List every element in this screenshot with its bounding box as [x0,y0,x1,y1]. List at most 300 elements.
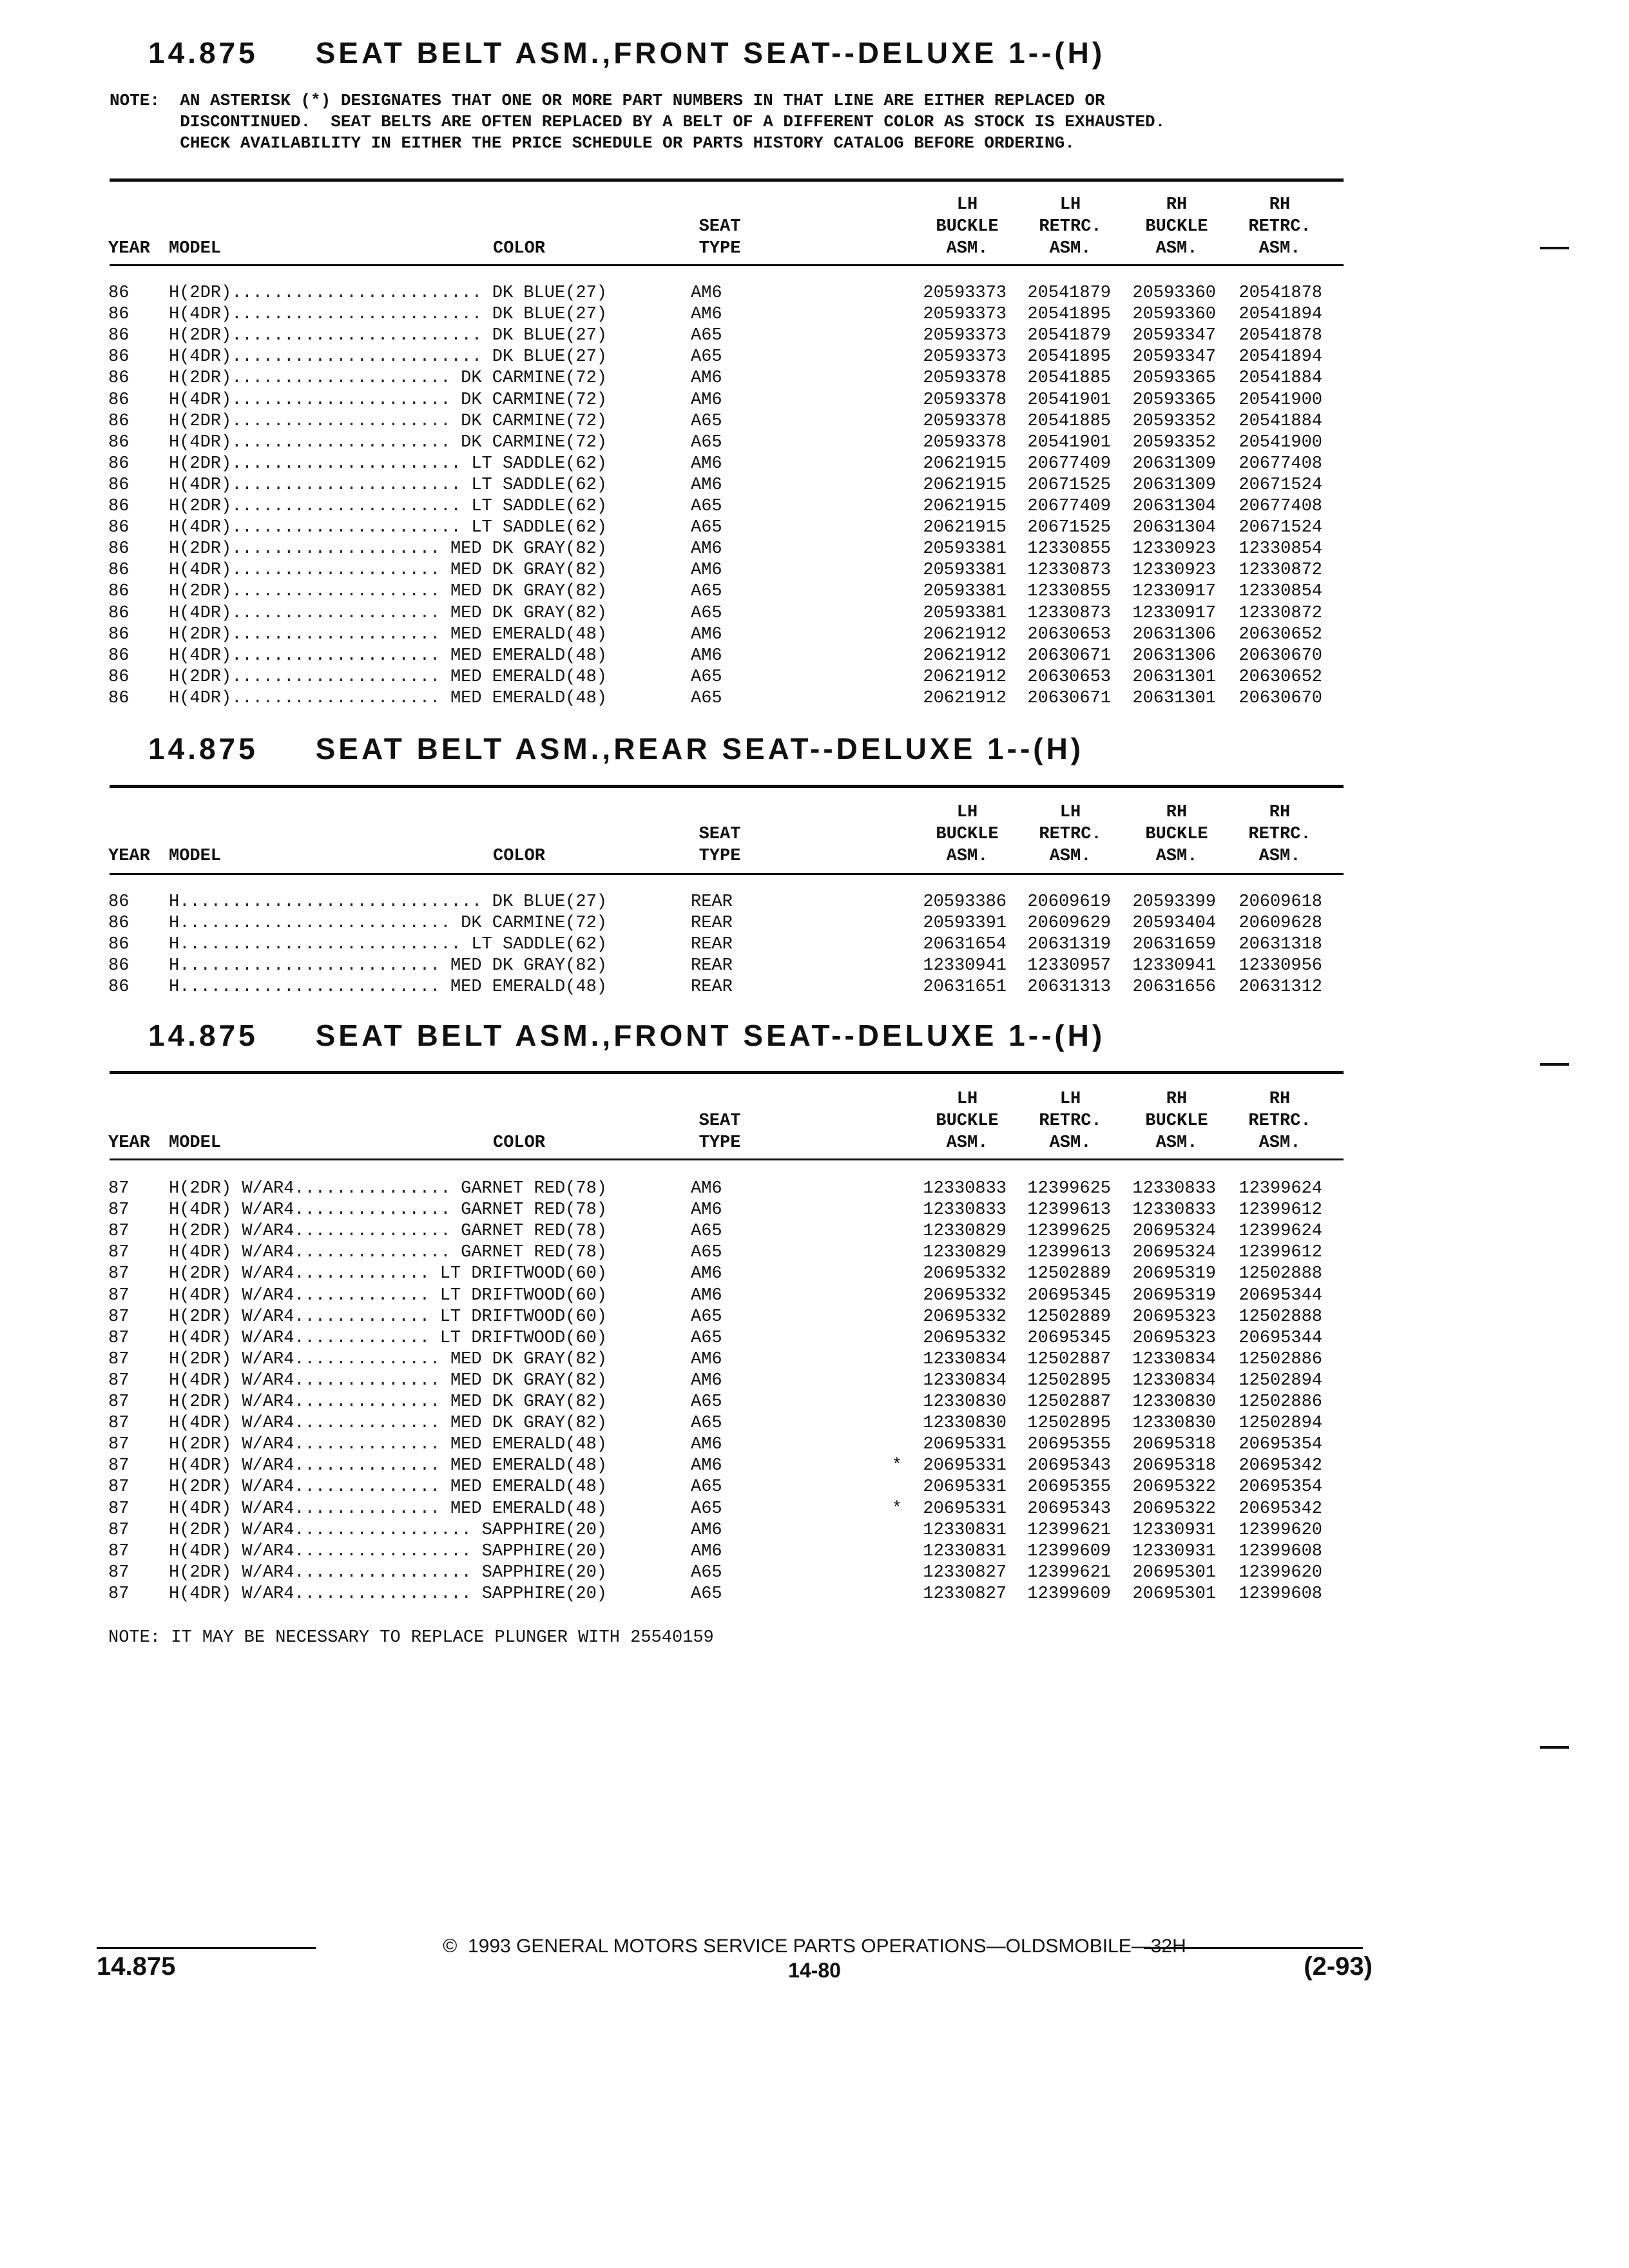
rh-buckle-cell: 20695323 [1132,1307,1216,1327]
lh-buckle-cell: 20695331 [923,1477,1007,1497]
lh-retractor-cell: 20695345 [1027,1328,1111,1348]
model-cell: H(4DR) W/AR4 [169,1414,294,1434]
lh-retractor-cell: 12330855 [1027,539,1111,559]
note-line: CHECK AVAILABILITY IN EITHER THE PRICE SCHEDULE OR PARTS HISTORY CATALOG BEFORE ORDERING. [110,133,1075,153]
seat-type-cell: A65 [691,1307,722,1327]
asterisk-mark: * [891,1499,902,1519]
note-line: NOTE: AN ASTERISK (*) DESIGNATES THAT ONE OR MORE PART NUMBERS IN THAT LINE ARE EITHER REPLACED OR [110,91,1105,110]
lh-retractor-cell: 12330873 [1027,561,1111,581]
lh-buckle-cell: 20593373 [923,284,1007,303]
lh-buckle-cell: 12330834 [923,1370,1007,1390]
color-cell: MED DK GRAY(82) [450,603,607,623]
leader-dots: .................... [231,667,441,687]
leader-dots: ................. [294,1584,472,1604]
column-header-p4: RH [1269,803,1291,822]
rh-buckle-cell: 20695318 [1132,1456,1216,1476]
rh-buckle-cell: 20593360 [1132,305,1216,325]
color-cell: SAPPHIRE(20) [481,1584,607,1604]
year-cell: 87 [108,1562,130,1582]
model-cell: H(2DR) [169,582,232,602]
rh-retractor-cell: 20541894 [1239,347,1322,367]
edge-mark [1540,1063,1569,1066]
seat-type-cell: A65 [691,1243,722,1263]
color-cell: DK BLUE(27) [492,892,607,912]
lh-buckle-cell: 20631651 [923,977,1007,997]
model-cell: H(2DR) W/AR4 [169,1307,294,1327]
rh-retractor-cell: 12399612 [1239,1243,1322,1263]
rh-buckle-cell: 12330830 [1132,1392,1216,1412]
column-header-p2: RETRC. [1039,1111,1102,1131]
rh-buckle-cell: 12330917 [1132,582,1216,602]
rh-retractor-cell: 12502888 [1239,1264,1322,1284]
column-header-p1: ASM. [946,239,988,258]
year-cell: 87 [108,1200,130,1220]
model-cell: H(2DR) W/AR4 [169,1520,294,1540]
year-cell: 87 [108,1222,130,1242]
year-cell: 87 [108,1179,130,1198]
year-cell: 86 [108,977,130,997]
column-header-seat-type: TYPE [699,1133,741,1153]
year-cell: 86 [108,305,130,325]
lh-retractor-cell: 12399613 [1027,1200,1111,1220]
seat-type-cell: A65 [691,432,722,452]
lh-buckle-cell: 20593378 [923,411,1007,431]
leader-dots: ..................... [231,390,451,410]
model-cell: H(2DR) W/AR4 [169,1179,294,1198]
year-cell: 86 [108,326,130,346]
seat-type-cell: A65 [691,347,722,367]
year-cell: 87 [108,1328,130,1348]
leader-dots: .............. [294,1349,441,1369]
lh-buckle-cell: 12330827 [923,1584,1007,1604]
leader-dots: ...................... [231,475,461,495]
rh-buckle-cell: 20593347 [1132,326,1216,346]
seat-type-cell: AM6 [691,369,722,389]
year-cell: 86 [108,582,130,602]
leader-dots: .............. [294,1499,441,1519]
rh-buckle-cell: 20631656 [1132,977,1216,997]
rh-retractor-cell: 12399608 [1239,1541,1322,1561]
seat-type-cell: AM6 [691,539,722,559]
lh-retractor-cell: 12502887 [1027,1349,1111,1369]
rh-buckle-cell: 12330917 [1132,603,1216,623]
leader-dots: ............. [294,1264,430,1284]
model-cell: H(4DR) W/AR4 [169,1200,294,1220]
color-cell: MED DK GRAY(82) [450,956,607,976]
seat-type-cell: REAR [691,956,733,976]
model-cell: H(4DR) W/AR4 [169,1499,294,1519]
rh-retractor-cell: 20541878 [1239,326,1322,346]
leader-dots: ............. [294,1328,430,1348]
seat-type-cell: A65 [691,1584,722,1604]
rh-buckle-cell: 20695324 [1132,1222,1216,1242]
leader-dots: ..................... [231,432,451,452]
rh-retractor-cell: 12399620 [1239,1520,1322,1540]
date-code: (2-93) [1304,1952,1373,1981]
lh-retractor-cell: 20695345 [1027,1285,1111,1305]
rh-retractor-cell: 12502886 [1239,1392,1322,1412]
year-cell: 86 [108,892,130,912]
rh-buckle-cell: 12330830 [1132,1414,1216,1434]
column-header-p2: RETRC. [1039,217,1102,236]
rh-retractor-cell: 20541884 [1239,411,1322,431]
rh-retractor-cell: 12502886 [1239,1349,1322,1369]
leader-dots: .............. [294,1392,441,1412]
lh-retractor-cell: 12399625 [1027,1222,1111,1242]
rh-retractor-cell: 20630652 [1239,624,1322,644]
rh-retractor-cell: 12399612 [1239,1200,1322,1220]
rh-buckle-cell: 20695323 [1132,1328,1216,1348]
leader-dots: ........................ [231,326,483,346]
year-cell: 86 [108,284,130,303]
rh-retractor-cell: 20541878 [1239,284,1322,303]
color-cell: DK BLUE(27) [492,284,607,303]
leader-dots: .................... [231,646,441,666]
model-cell: H(4DR) W/AR4 [169,1456,294,1476]
column-header-seat: SEAT [699,1111,741,1131]
lh-retractor-cell: 12502889 [1027,1264,1111,1284]
column-header-p2: LH [1059,195,1081,215]
rh-retractor-cell: 20695354 [1239,1435,1322,1455]
table-top-rule [110,785,1344,788]
rh-retractor-cell: 20609618 [1239,892,1322,912]
color-cell: MED EMERALD(48) [450,624,607,644]
column-header-p1: LH [956,803,978,822]
column-header-p2: ASM. [1049,847,1092,866]
model-cell: H(2DR) W/AR4 [169,1349,294,1369]
rh-buckle-cell: 20631304 [1132,497,1216,516]
seat-type-cell: REAR [691,935,733,955]
column-header-seat-type: TYPE [699,239,741,258]
color-cell: MED EMERALD(48) [450,667,607,687]
model-cell: H(2DR) W/AR4 [169,1264,294,1284]
rh-buckle-cell: 20631309 [1132,454,1216,474]
color-cell: MED DK GRAY(82) [450,1370,607,1390]
lh-retractor-cell: 20541885 [1027,369,1111,389]
color-cell: LT SADDLE(62) [471,518,607,538]
color-cell: DK BLUE(27) [492,347,607,367]
rh-buckle-cell: 20631304 [1132,518,1216,538]
lh-buckle-cell: 20621915 [923,497,1007,516]
year-cell: 86 [108,935,130,955]
rh-retractor-cell: 12330872 [1239,561,1322,581]
edge-mark [1540,1746,1569,1749]
color-cell: DK CARMINE(72) [461,411,607,431]
lh-retractor-cell: 12502895 [1027,1370,1111,1390]
model-cell: H(2DR) W/AR4 [169,1222,294,1242]
column-header-p3: ASM. [1155,239,1198,258]
color-cell: LT DRIFTWOOD(60) [439,1264,607,1284]
color-cell: MED EMERALD(48) [450,688,607,708]
rh-retractor-cell: 20695344 [1239,1328,1322,1348]
seat-type-cell: REAR [691,977,733,997]
lh-retractor-cell: 20695355 [1027,1477,1111,1497]
leader-dots: ..................... [231,411,451,431]
column-header-p1: ASM. [946,1133,988,1153]
rh-retractor-cell: 20695344 [1239,1285,1322,1305]
lh-buckle-cell: 20593378 [923,369,1007,389]
leader-dots: .................... [231,688,441,708]
rh-retractor-cell: 20671524 [1239,518,1322,538]
column-header-p4: RETRC. [1248,1111,1311,1131]
rh-retractor-cell: 12399624 [1239,1222,1322,1242]
asterisk-mark: * [891,1456,902,1476]
seat-type-cell: A65 [691,688,722,708]
rh-buckle-cell: 20593360 [1132,284,1216,303]
rh-buckle-cell: 20631659 [1132,935,1216,955]
leader-dots: ............... [294,1243,451,1263]
section-title [148,35,1105,70]
seat-type-cell: A65 [691,1499,722,1519]
rh-retractor-cell: 12330854 [1239,539,1322,559]
seat-type-cell: AM6 [691,1435,722,1455]
rh-retractor-cell: 12502894 [1239,1370,1322,1390]
leader-dots: ......................... [179,977,441,997]
year-cell: 87 [108,1307,130,1327]
page-number: 14-80 [788,1959,841,1982]
color-cell: LT DRIFTWOOD(60) [439,1307,607,1327]
rh-buckle-cell: 12330941 [1132,956,1216,976]
column-header-p3: RH [1166,1090,1188,1109]
color-cell: MED EMERALD(48) [450,1456,607,1476]
column-header-color: COLOR [493,239,546,258]
column-header-p3: ASM. [1155,1133,1198,1153]
seat-type-cell: A65 [691,411,722,431]
lh-buckle-cell: 20621915 [923,475,1007,495]
leader-dots: ........................ [231,347,483,367]
rh-buckle-cell: 12330923 [1132,539,1216,559]
lh-retractor-cell: 20630653 [1027,667,1111,687]
lh-retractor-cell: 12399621 [1027,1562,1111,1582]
leader-dots: ............. [294,1285,430,1305]
model-cell: H(2DR) W/AR4 [169,1435,294,1455]
leader-dots: .............. [294,1435,441,1455]
leader-dots: .................... [231,561,441,581]
rh-buckle-cell: 20593365 [1132,369,1216,389]
lh-buckle-cell: 20593373 [923,305,1007,325]
column-header-p4: RH [1269,195,1291,215]
year-cell: 87 [108,1520,130,1540]
lh-buckle-cell: 20593381 [923,582,1007,602]
rh-retractor-cell: 12502894 [1239,1414,1322,1434]
year-cell: 86 [108,603,130,623]
rh-retractor-cell: 20609628 [1239,914,1322,934]
color-cell: GARNET RED(78) [461,1200,607,1220]
model-cell: H(4DR) [169,432,232,452]
year-cell: 87 [108,1477,130,1497]
rh-buckle-cell: 12330931 [1132,1520,1216,1540]
lh-retractor-cell: 12399609 [1027,1584,1111,1604]
model-cell: H(4DR) [169,347,232,367]
year-cell: 86 [108,369,130,389]
year-cell: 86 [108,688,130,708]
rh-retractor-cell: 20631312 [1239,977,1322,997]
rh-buckle-cell: 20695318 [1132,1435,1216,1455]
leader-dots: ........................ [231,305,483,325]
lh-retractor-cell: 12399613 [1027,1243,1111,1263]
rh-buckle-cell: 12330931 [1132,1541,1216,1561]
column-header-p4: RETRC. [1248,217,1311,236]
column-header-color: COLOR [493,847,546,866]
rh-buckle-cell: 20695319 [1132,1285,1216,1305]
seat-type-cell: AM6 [691,284,722,303]
leader-dots: ............... [294,1222,451,1242]
rh-retractor-cell: 20541894 [1239,305,1322,325]
lh-buckle-cell: 20593381 [923,561,1007,581]
model-cell: H(2DR) [169,369,232,389]
header-bottom-rule [110,264,1344,266]
rh-retractor-cell: 20541884 [1239,369,1322,389]
year-cell: 87 [108,1584,130,1604]
color-cell: MED DK GRAY(82) [450,1349,607,1369]
lh-retractor-cell: 20541901 [1027,432,1111,452]
year-cell: 86 [108,624,130,644]
lh-buckle-cell: 20621912 [923,667,1007,687]
lh-buckle-cell: 20695331 [923,1456,1007,1476]
year-cell: 86 [108,561,130,581]
rh-buckle-cell: 20695319 [1132,1264,1216,1284]
rh-buckle-cell: 20593347 [1132,347,1216,367]
color-cell: GARNET RED(78) [461,1243,607,1263]
lh-retractor-cell: 20631319 [1027,935,1111,955]
lh-retractor-cell: 12399625 [1027,1179,1111,1198]
table-top-rule [110,1071,1344,1074]
column-header-year: YEAR [108,847,150,866]
leader-dots: ...................... [231,518,461,538]
lh-buckle-cell: 20695332 [923,1328,1007,1348]
lh-retractor-cell: 12502889 [1027,1307,1111,1327]
model-cell: H(4DR) W/AR4 [169,1370,294,1390]
year-cell: 86 [108,539,130,559]
lh-buckle-cell: 20695332 [923,1264,1007,1284]
leader-dots: ............. [294,1307,430,1327]
column-header-seat-type: TYPE [699,847,741,866]
color-cell: DK CARMINE(72) [461,369,607,389]
seat-type-cell: A65 [691,1392,722,1412]
rh-buckle-cell: 20695322 [1132,1499,1216,1519]
column-header-seat: SEAT [699,825,741,844]
column-header-p1: BUCKLE [936,217,999,236]
year-cell: 87 [108,1541,130,1561]
seat-type-cell: AM6 [691,646,722,666]
seat-type-cell: A65 [691,326,722,346]
lh-buckle-cell: 12330834 [923,1349,1007,1369]
seat-type-cell: A65 [691,1477,722,1497]
rh-retractor-cell: 20671524 [1239,475,1322,495]
lh-retractor-cell: 20671525 [1027,475,1111,495]
color-cell: MED DK GRAY(82) [450,561,607,581]
lh-retractor-cell: 20609629 [1027,914,1111,934]
leader-dots: .................... [231,603,441,623]
section-title [148,1018,1105,1053]
seat-type-cell: A65 [691,603,722,623]
color-cell: DK BLUE(27) [492,305,607,325]
leader-dots: ......................... [179,956,441,976]
color-cell: DK CARMINE(72) [461,914,607,934]
rh-retractor-cell: 12399624 [1239,1179,1322,1198]
lh-buckle-cell: 12330831 [923,1520,1007,1540]
seat-type-cell: A65 [691,518,722,538]
column-header-year: YEAR [108,1133,150,1153]
rh-retractor-cell: 20677408 [1239,497,1322,516]
rh-retractor-cell: 20695342 [1239,1499,1322,1519]
section-heading: SEAT BELT ASM.,FRONT SEAT--DELUXE 1--(H) [315,1019,1106,1052]
lh-buckle-cell: 20593373 [923,347,1007,367]
seat-type-cell: AM6 [691,1264,722,1284]
seat-type-cell: AM6 [691,1520,722,1540]
section-heading: SEAT BELT ASM.,REAR SEAT--DELUXE 1--(H) [315,732,1084,765]
lh-retractor-cell: 20541879 [1027,326,1111,346]
seat-type-cell: AM6 [691,1179,722,1198]
seat-type-cell: A65 [691,582,722,602]
rh-buckle-cell: 20631309 [1132,475,1216,495]
seat-type-cell: A65 [691,497,722,516]
seat-type-cell: AM6 [691,390,722,410]
leader-dots: ..................... [231,369,451,389]
rh-retractor-cell: 20630670 [1239,646,1322,666]
model-cell: H(4DR) [169,688,232,708]
rh-buckle-cell: 12330834 [1132,1349,1216,1369]
rh-retractor-cell: 20541900 [1239,390,1322,410]
rh-buckle-cell: 20593352 [1132,432,1216,452]
year-cell: 86 [108,518,130,538]
lh-buckle-cell: 20621912 [923,624,1007,644]
note-line: DISCONTINUED. SEAT BELTS ARE OFTEN REPLACED BY A BELT OF A DIFFERENT COLOR AS STOCK IS EXHAUSTED. [110,112,1166,131]
year-cell: 86 [108,432,130,452]
lh-retractor-cell: 20609619 [1027,892,1111,912]
seat-type-cell: AM6 [691,1541,722,1561]
lh-retractor-cell: 20630671 [1027,646,1111,666]
lh-buckle-cell: 12330833 [923,1200,1007,1220]
column-header-p3: ASM. [1155,847,1198,866]
color-cell: MED EMERALD(48) [450,977,607,997]
year-cell: 87 [108,1392,130,1412]
lh-retractor-cell: 20671525 [1027,518,1111,538]
model-cell: H(2DR) [169,326,232,346]
plunger-note: NOTE: IT MAY BE NECESSARY TO REPLACE PLUNGER WITH 25540159 [108,1628,714,1648]
rh-buckle-cell: 20631301 [1132,667,1216,687]
lh-retractor-cell: 12330957 [1027,956,1111,976]
color-cell: MED EMERALD(48) [450,646,607,666]
lh-buckle-cell: 20695332 [923,1307,1007,1327]
lh-retractor-cell: 20541895 [1027,305,1111,325]
column-header-p4: RH [1269,1090,1291,1109]
leader-dots: .................... [231,539,441,559]
lh-buckle-cell: 12330830 [923,1414,1007,1434]
lh-retractor-cell: 20695343 [1027,1456,1111,1476]
year-cell: 87 [108,1499,130,1519]
lh-retractor-cell: 20631313 [1027,977,1111,997]
header-bottom-rule [110,873,1344,875]
leader-dots: ........................ [231,284,483,303]
year-cell: 87 [108,1285,130,1305]
rh-retractor-cell: 20677408 [1239,454,1322,474]
color-cell: DK CARMINE(72) [461,390,607,410]
leader-dots: ...................... [231,497,461,516]
model-cell: H(4DR) [169,646,232,666]
rh-buckle-cell: 20593404 [1132,914,1216,934]
year-cell: 86 [108,497,130,516]
rh-retractor-cell: 12330872 [1239,603,1322,623]
color-cell: LT SADDLE(62) [471,935,607,955]
lh-retractor-cell: 20541879 [1027,284,1111,303]
column-header-p3: BUCKLE [1145,825,1208,844]
lh-retractor-cell: 12502887 [1027,1392,1111,1412]
column-header-p4: ASM. [1258,239,1301,258]
model-cell: H(2DR) W/AR4 [169,1477,294,1497]
rh-buckle-cell: 12330833 [1132,1179,1216,1198]
leader-dots: ...................... [231,454,461,474]
